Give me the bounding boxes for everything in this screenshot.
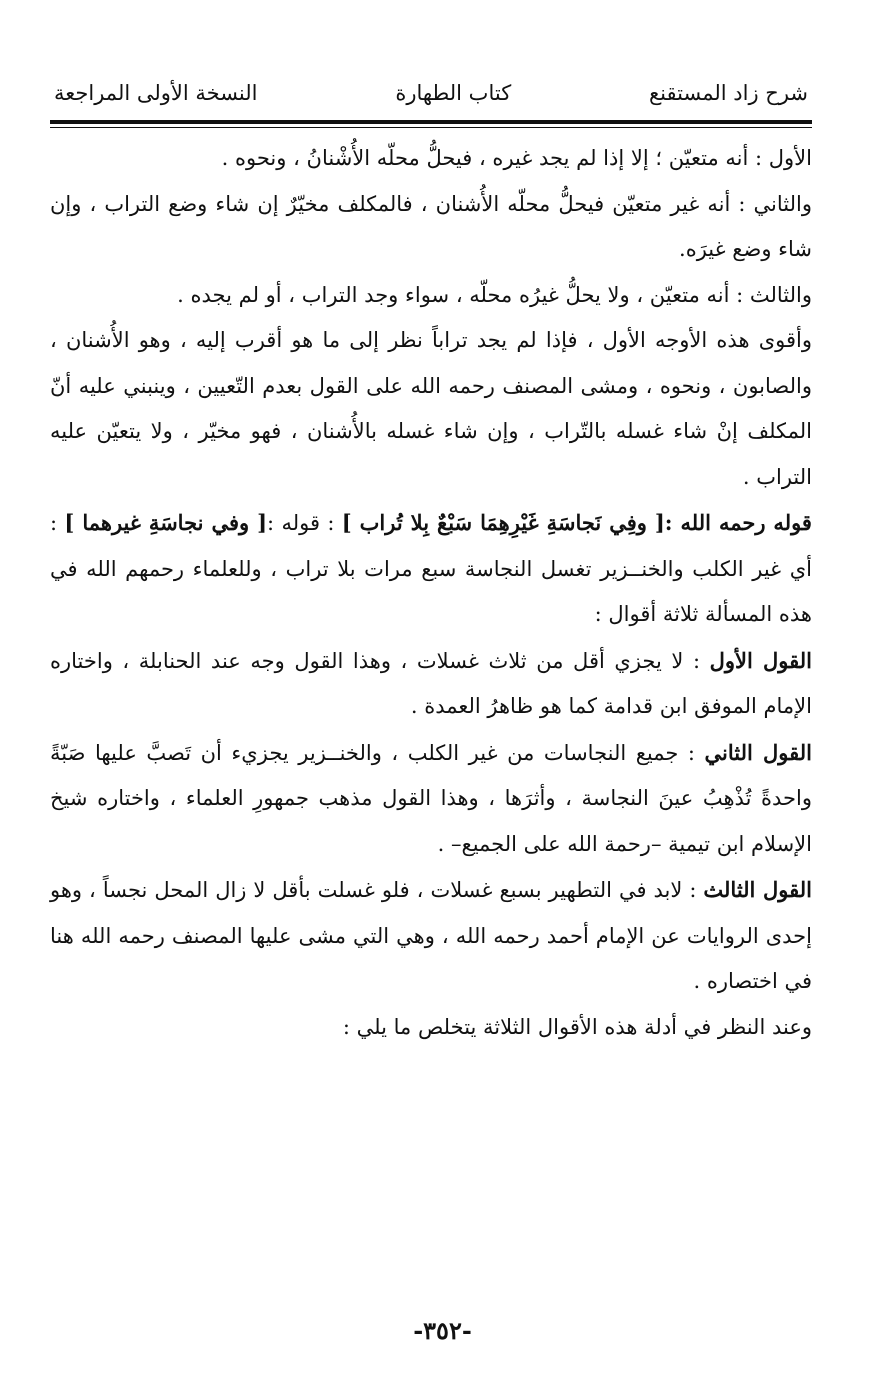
header-edition: النسخة الأولى المراجعة [54, 81, 258, 105]
paragraph-conclusion-intro: وعند النظر في أدلة هذه الأقوال الثلاثة يتخلص ما يلي : [342, 1014, 812, 1039]
page-number: -٣٥٢- [413, 1316, 472, 1345]
header-rule-thin [50, 127, 812, 128]
paragraph-second-view: والثاني : أنه غير متعيّن فيحلُّ محلّه الأُشنان ، فالمكلف مخيّرٌ إن شاء وضع التراب ، وإن شاء وضع غيرَه. [50, 191, 812, 261]
book-page [50, 78, 812, 1050]
opinion-three-text: : لابد في التطهير بسبع غسلات ، فلو غسلت بأقل لا زال المحل نجساً ، وهو إحدى الروايات عن الإمام أحمد رحمه الله ، وهي التي مشى عليها المصنف رحمه الله هنا في اختصاره . [50, 878, 812, 993]
paragraph-opinion-two [50, 730, 812, 868]
opinion-two-text: : جميع النجاسات من غير الكلب ، والخنــزير يجزيء أن تَصبَّ عليها صَبّةً واحدةً تُذْهِبُ عينَ النجاسة ، وأثرَها ، وهذا القول مذهب جمهورِ العلماء ، واختاره شيخ الإسلام ابن تيمية –رحمة الله على الجميع– . [50, 740, 812, 856]
opinion-two-label: القول الثاني [704, 739, 813, 765]
header-book-title: شرح زاد المستقنع [649, 81, 808, 105]
paragraph-opinion-three [50, 867, 812, 1005]
opinion-one-text: : لا يجزي أقل من ثلاث غسلات ، وهذا القول وجه عند الحنابلة ، واختاره الإمام الموفق ابن قدامة كما هو ظاهرُ العمدة . [50, 648, 812, 718]
matn-quote-bracket: [ وفي نجاسَةِ غيرهما ] [64, 510, 268, 535]
paragraph-first-view: الأول : أنه متعيّن ؛ إلا إذا لم يجد غيره ، فيحلُّ محلّه الأُشْنانُ ، ونحوه . [221, 146, 812, 170]
opinion-one-label: القول الأول [709, 647, 812, 673]
running-header [50, 78, 812, 108]
page-body [50, 136, 812, 1050]
paragraph-strongest-view: وأقوى هذه الأوجه الأول ، فإذا لم يجد تراباً نظر إلى ما هو أقرب إليه ، وهو الأُشنان ، والصابون ، ونحوه ، ومشى المصنف رحمه الله على القول بعدم التّعيين ، وينبني عليه أنّ المكلف إنْ شاء غسله بالتّراب ، وإن شاء غسله بالأُشنان ، فهو مخيّر ، ولا يتعيّن عليه التراب . [50, 328, 812, 489]
header-rule-thick [50, 120, 812, 124]
matn-quote-mid: : قوله : [267, 511, 342, 535]
matn-quote-explanation: : أي غير الكلب والخنــزير تغسل النجاسة سبع مرات بلا تراب ، وللعلماء رحمهم الله في هذه المسألة ثلاثة أقوال : [50, 511, 812, 626]
header-chapter-title: كتاب الطهارة [395, 81, 512, 105]
paragraph-third-view: والثالث : أنه متعيّن ، ولا يحلُّ غيرُه محلّه ، سواء وجد التراب ، أو لم يجده . [177, 282, 812, 307]
opinion-three-label: القول الثالث [703, 877, 812, 902]
matn-quote-lead: قوله رحمه الله :[ وفِي نَجاسَةِ غَيْرِهِمَا سَبْعٌ بِلا تُراب ] [341, 510, 812, 535]
paragraph-opinion-one [50, 638, 812, 730]
paragraph-matn-quote [50, 500, 812, 638]
